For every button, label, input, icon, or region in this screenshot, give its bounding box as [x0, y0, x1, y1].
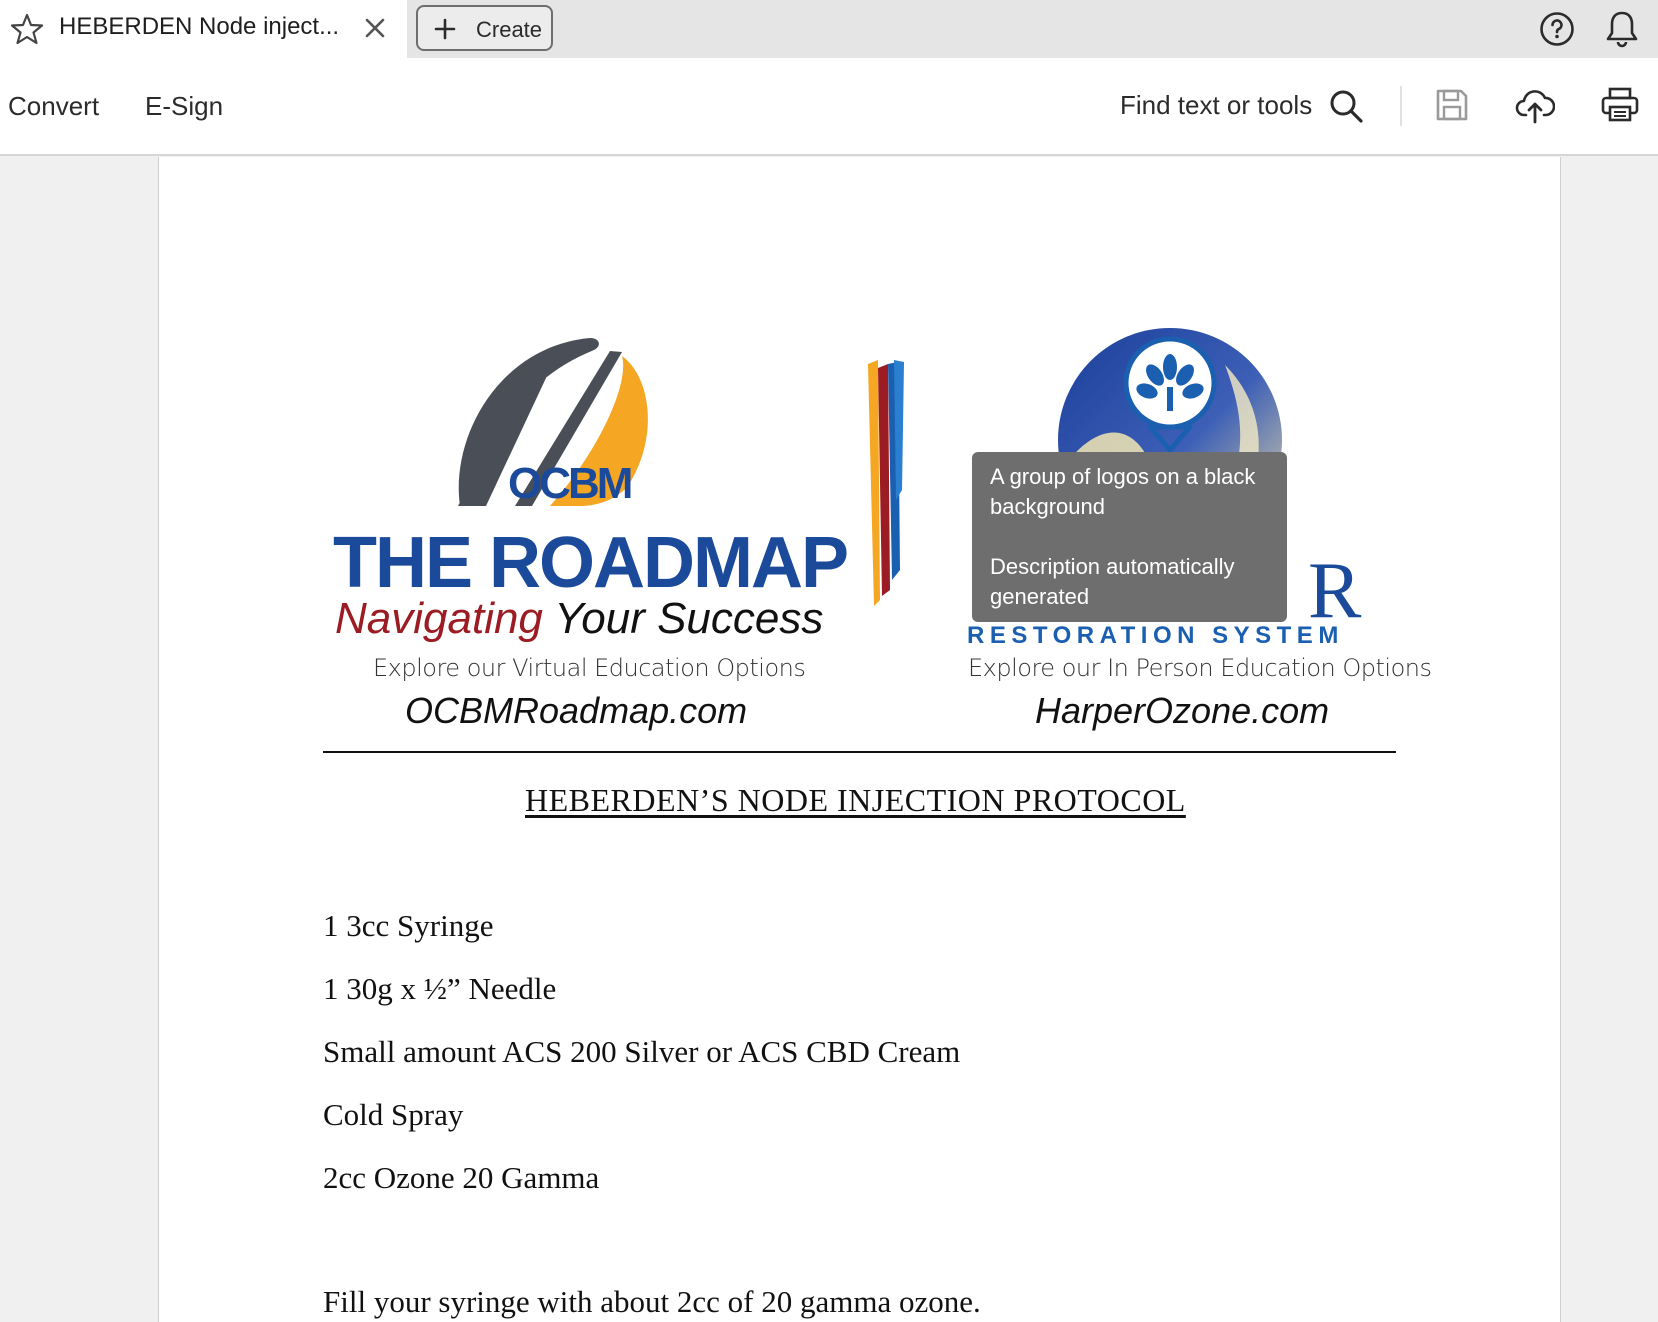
search-icon[interactable]	[1328, 88, 1364, 124]
cloud-upload-icon[interactable]	[1515, 85, 1555, 125]
esign-menu[interactable]: E-Sign	[145, 91, 224, 121]
image-alt-tooltip	[972, 452, 1287, 622]
bell-icon[interactable]	[1603, 9, 1641, 49]
toolbar-divider	[1400, 86, 1402, 126]
protocol-line: Small amount ACS 200 Silver or ACS CBD Cream	[323, 1034, 961, 1069]
harper-letter: R	[1308, 547, 1362, 635]
harper-url[interactable]: HarperOzone.com	[1035, 690, 1330, 731]
plus-icon	[434, 18, 456, 40]
tooltip-line-2: Description automatically generated	[990, 554, 1235, 609]
tab-title: HEBERDEN Node inject...	[59, 13, 340, 40]
protocol-line: Cold Spray	[323, 1097, 464, 1132]
ocbm-url[interactable]: OCBMRoadmap.com	[405, 690, 748, 731]
header-rule	[323, 751, 1396, 753]
roadmap-title: THE ROADMAP	[333, 523, 847, 603]
star-icon[interactable]	[10, 12, 44, 46]
protocol-line: 1 30g x ½” Needle	[323, 971, 557, 1006]
tab-bar	[0, 0, 1658, 58]
explore-virtual-text: Explore our Virtual Education Options	[373, 654, 806, 682]
convert-menu[interactable]: Convert	[8, 91, 100, 121]
close-icon[interactable]	[362, 15, 388, 41]
roadmap-tagline	[335, 594, 823, 644]
protocol-line: 2cc Ozone 20 Gamma	[323, 1160, 600, 1195]
document-tab[interactable]	[0, 0, 407, 60]
print-icon[interactable]	[1600, 87, 1640, 123]
create-button-label: Create	[476, 17, 543, 42]
brush-stroke-divider	[864, 360, 910, 610]
explore-in-person-text: Explore our In Person Education Options	[968, 654, 1432, 682]
find-text-or-tools[interactable]: Find text or tools	[1120, 90, 1313, 120]
document-heading: HEBERDEN’S NODE INJECTION PROTOCOL	[525, 782, 1186, 818]
create-button[interactable]	[416, 5, 553, 51]
tooltip-line-1: A group of logos on a black background	[990, 464, 1256, 519]
tagline-success: Your Success	[542, 594, 824, 643]
save-icon[interactable]	[1434, 87, 1470, 123]
ocbm-wordmark: OCBM	[508, 459, 631, 508]
main-toolbar	[0, 58, 1658, 156]
tagline-navigating: Navigating	[335, 594, 543, 643]
help-icon[interactable]	[1539, 11, 1575, 47]
protocol-line: Fill your syringe with about 2cc of 20 gamma ozone.	[323, 1284, 981, 1319]
protocol-line: 1 3cc Syringe	[323, 908, 494, 943]
restoration-system-text: RESTORATION SYSTEM	[967, 622, 1344, 649]
